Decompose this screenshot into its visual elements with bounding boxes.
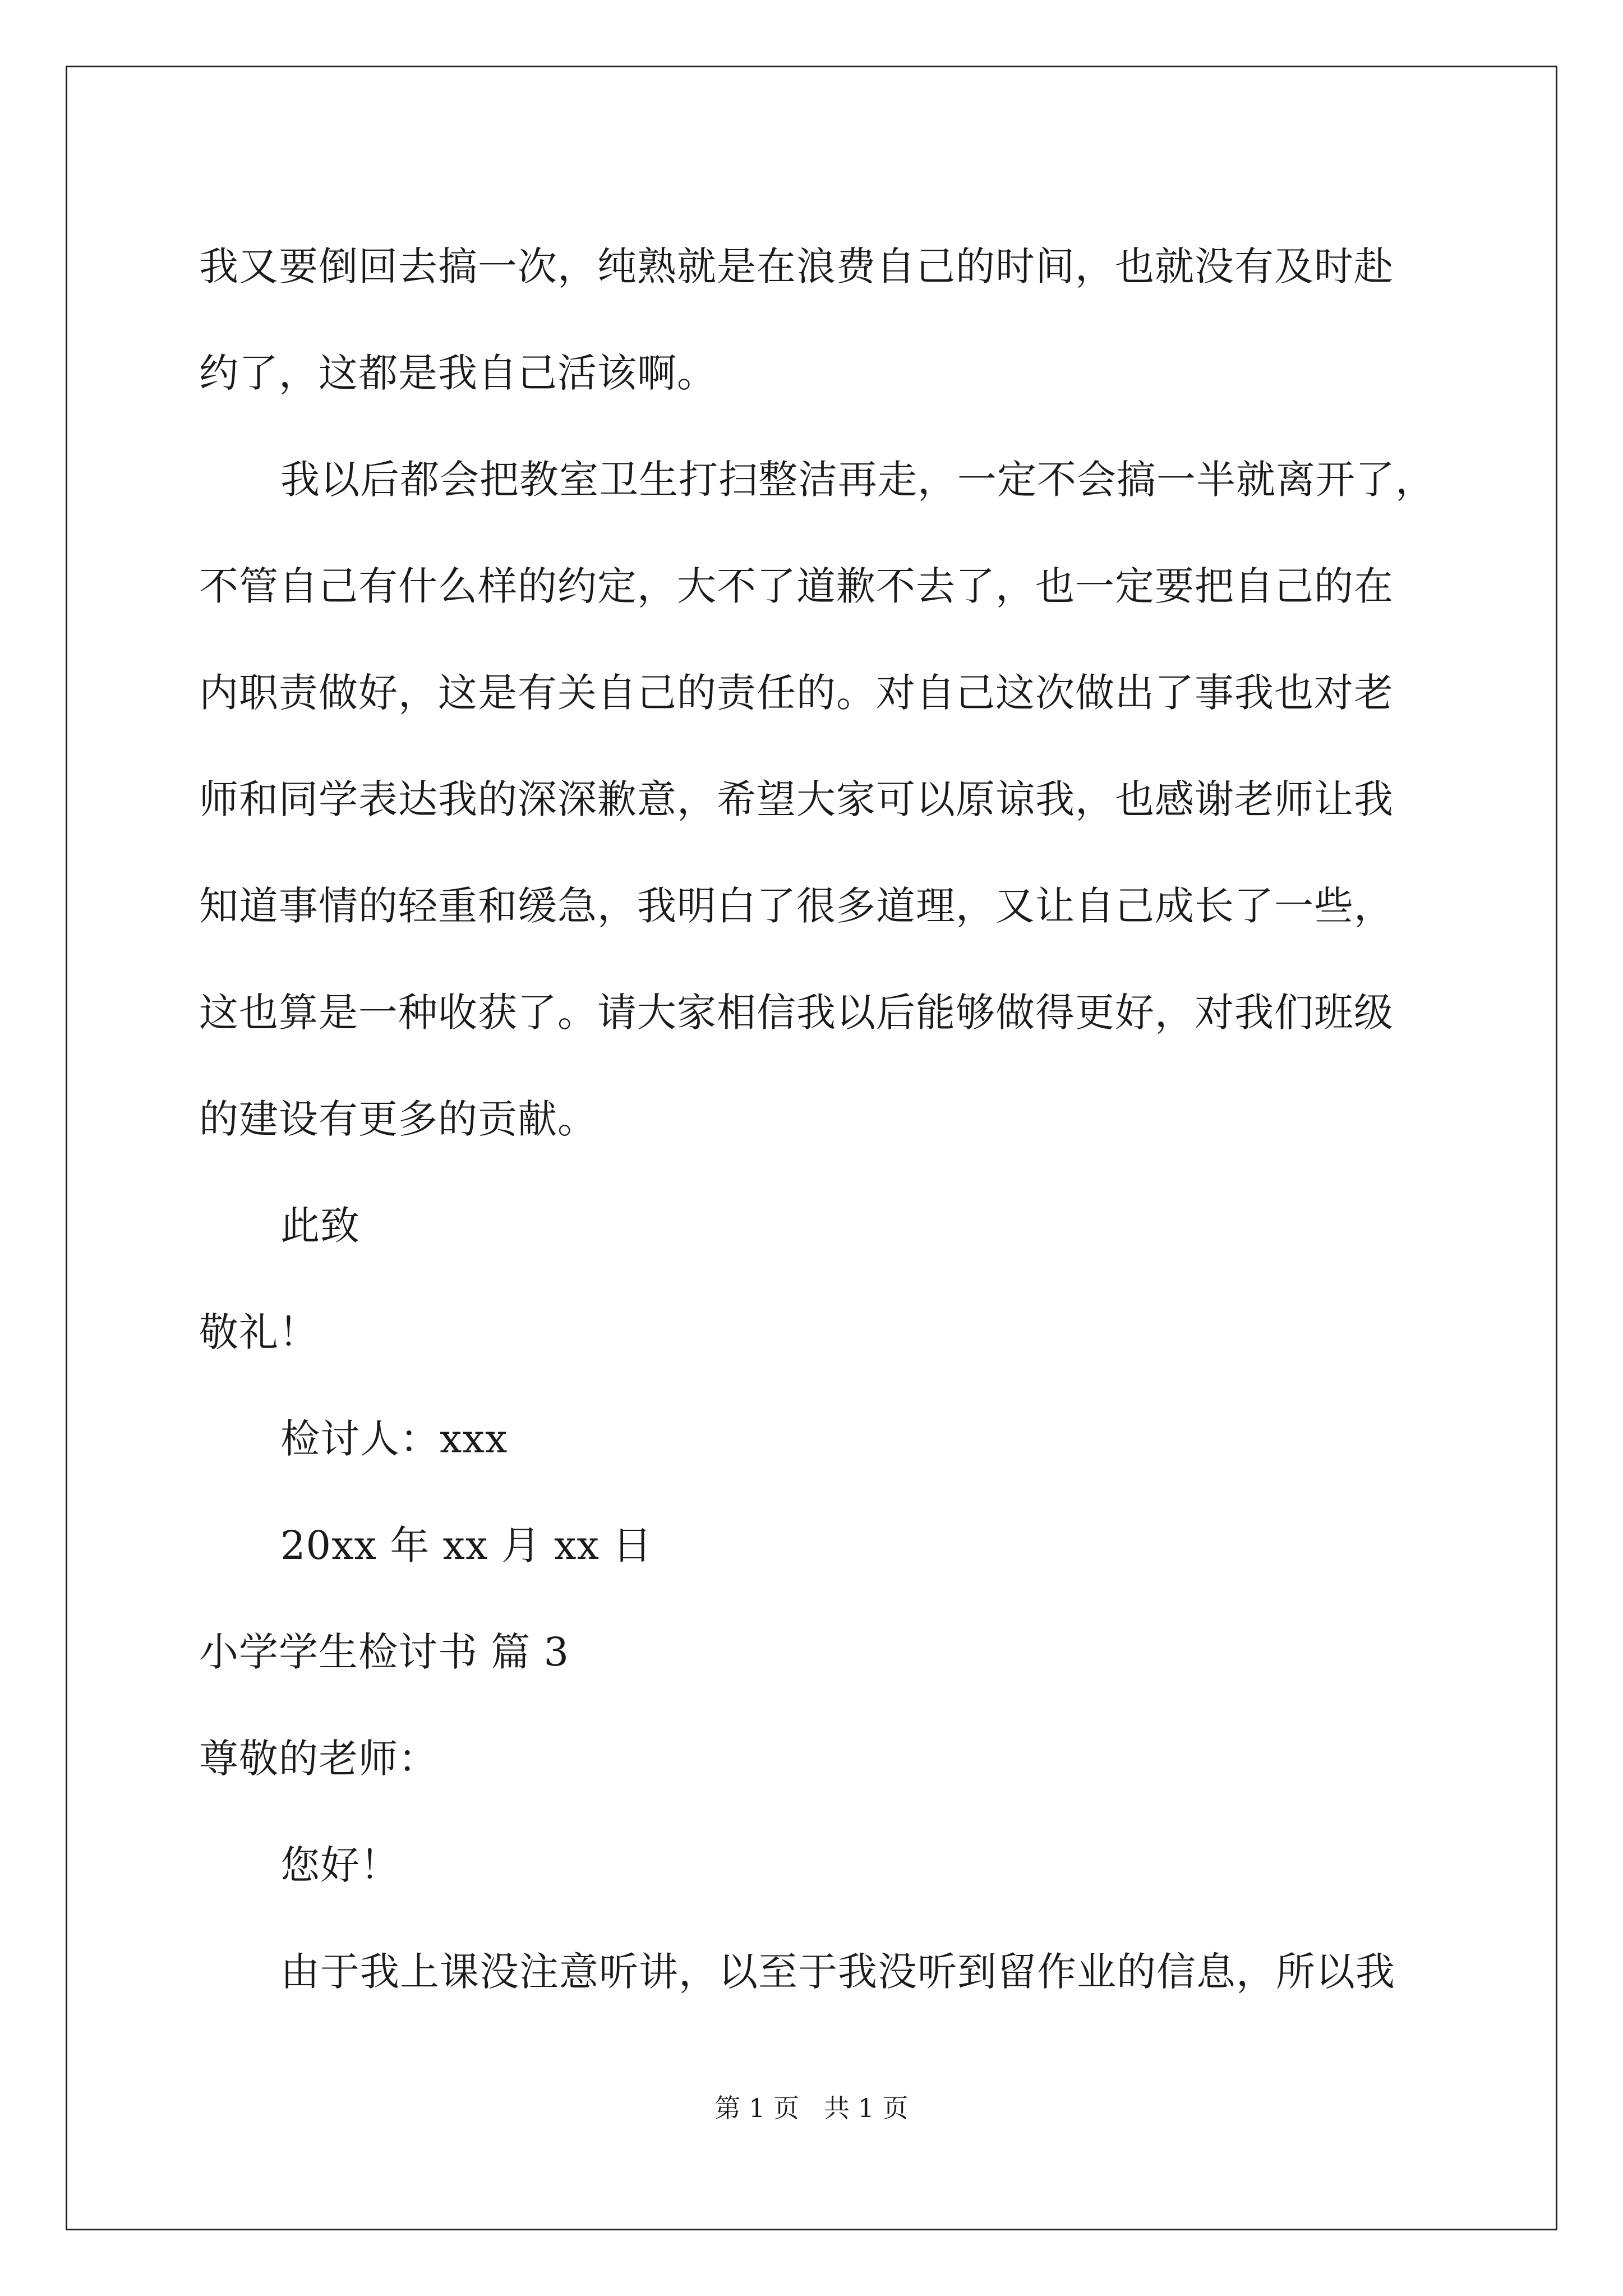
page-footer (0, 2091, 1623, 2125)
text-line-4: 不管自己有什么样的约定，大不了道歉不去了，也一定要把自己的在 (199, 563, 1394, 609)
text-line-9: 的建设有更多的贡献。 (199, 1096, 597, 1142)
closing-salutation: 此致 (280, 1203, 360, 1249)
greeting-addressee: 尊敬的老师： (199, 1736, 438, 1782)
text-line-6: 师和同学表达我的深深歉意，希望大家可以原谅我，也感谢老师让我 (199, 776, 1394, 822)
closing-respect: 敬礼！ (199, 1309, 319, 1355)
page-total: 共 1 页 (823, 2093, 909, 2123)
text-line-last: 由于我上课没注意听讲，以至于我没听到留作业的信息，所以我 (280, 1949, 1395, 1995)
document-body (199, 213, 1433, 2025)
text-line-7: 知道事情的轻重和缓急，我明白了很多道理，又让自己成长了一些， (199, 883, 1394, 929)
signature-date: 20xx 年 xx 月 xx 日 (280, 1522, 653, 1568)
signer-name: 检讨人：xxx (280, 1416, 508, 1462)
text-line-1: 我又要倒回去搞一次，纯熟就是在浪费自己的时间，也就没有及时赴 (199, 243, 1394, 289)
text-line-3: 我以后都会把教室卫生打扫整洁再走，一定不会搞一半就离开了， (280, 457, 1435, 503)
text-line-8: 这也算是一种收获了。请大家相信我以后能够做得更好，对我们班级 (199, 990, 1394, 1036)
text-line-2: 约了，这都是我自己活该啊。 (199, 350, 717, 396)
text-line-5: 内职责做好，这是有关自己的责任的。对自己这次做出了事我也对老 (199, 670, 1394, 716)
page-number: 第 1 页 (714, 2093, 800, 2123)
section-heading: 小学学生检讨书 篇 3 (199, 1629, 570, 1675)
greeting-hello: 您好！ (280, 1842, 400, 1888)
